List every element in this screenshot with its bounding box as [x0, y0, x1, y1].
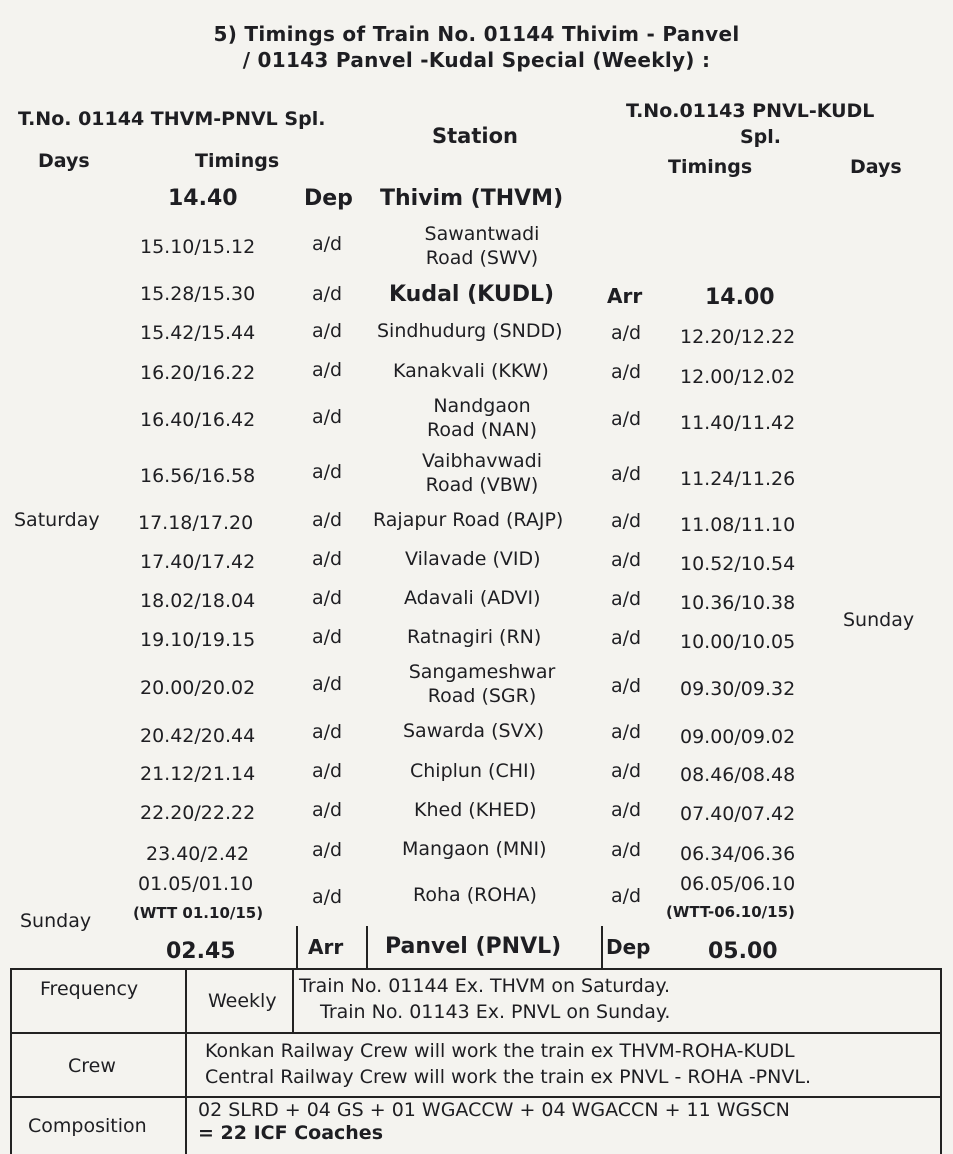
left-time-row-13: 21.12/21.14 [140, 763, 256, 785]
left-time-row-8: 17.40/17.42 [140, 551, 256, 573]
right-time-row-8: 10.52/10.54 [680, 553, 796, 575]
right-time-row-10: 10.00/10.05 [680, 631, 796, 653]
station-row-6-line2: Road (VBW) [425, 474, 539, 496]
right-code-row-16: a/d [611, 885, 642, 907]
station-row-1-line2: Road (SWV) [425, 247, 539, 269]
left-time-row-7: 17.18/17.20 [138, 512, 254, 534]
right-code-row-13: a/d [611, 760, 642, 782]
right-code-row-10: a/d [611, 627, 642, 649]
right-time-row-11: 09.30/09.32 [680, 678, 796, 700]
left-code-row-2: a/d [312, 283, 343, 305]
right-train-header-line2: Spl. [740, 126, 782, 148]
station-row-5 [362, 394, 602, 442]
right-code-row-4: a/d [611, 361, 642, 383]
station-row-9: Adavali (ADVI) [404, 587, 541, 609]
left-code-row-8: a/d [312, 548, 343, 570]
station-row-5-line1: Nandgaon [433, 395, 531, 417]
left-train-header: T.No. 01144 THVM-PNVL Spl. [18, 108, 326, 130]
right-code-row-3: a/d [611, 322, 642, 344]
left-wtt-row-16: (WTT 01.10/15) [133, 904, 264, 922]
left-days-sunday: Sunday [20, 910, 92, 932]
frequency-value: Weekly [208, 990, 277, 1012]
station-row-15: Mangaon (MNI) [402, 838, 547, 860]
left-time-row-1: 15.10/15.12 [140, 236, 256, 258]
crew-line1: Konkan Railway Crew will work the train ex THVM-ROHA-KUDL [205, 1040, 795, 1062]
left-timings-header: Timings [195, 150, 280, 172]
right-time-row-15: 06.34/06.36 [680, 843, 796, 865]
left-time-row-15: 23.40/2.42 [146, 843, 250, 865]
right-time-row-4: 12.00/12.02 [680, 366, 796, 388]
right-time-row-5: 11.40/11.42 [680, 412, 796, 434]
left-time-row-6: 16.56/16.58 [140, 465, 256, 487]
right-code-row-12: a/d [611, 721, 642, 743]
right-time-row-14: 07.40/07.42 [680, 803, 796, 825]
left-code-row-16: a/d [312, 886, 343, 908]
right-time-row-13: 08.46/08.48 [680, 764, 796, 786]
station-row-2: Kudal (KUDL) [389, 282, 555, 307]
right-time-row-3: 12.20/12.22 [680, 326, 796, 348]
station-row-11-line1: Sangameshwar [408, 661, 556, 683]
station-row-5-line2: Road (NAN) [427, 419, 537, 441]
left-time-row-14: 22.20/22.22 [140, 802, 256, 824]
station-row-1-line1: Sawantwadi [424, 223, 540, 245]
right-time-row-9: 10.36/10.38 [680, 592, 796, 614]
right-train-header-line1: T.No.01143 PNVL-KUDL [626, 100, 875, 122]
station-row-6 [362, 449, 602, 497]
left-time-row-17: 02.45 [166, 939, 236, 964]
crew-label: Crew [68, 1055, 116, 1077]
station-row-13: Chiplun (CHI) [410, 760, 537, 782]
left-code-row-0: Dep [304, 186, 353, 211]
document-title-line2: / 01143 Panvel -Kudal Special (Weekly) : [242, 48, 711, 72]
left-code-row-3: a/d [312, 320, 343, 342]
station-row-7: Rajapur Road (RAJP) [373, 509, 564, 531]
right-code-row-14: a/d [611, 799, 642, 821]
station-row-10: Ratnagiri (RN) [407, 626, 542, 648]
left-code-row-15: a/d [312, 839, 343, 861]
left-code-row-13: a/d [312, 760, 343, 782]
composition-line2: = 22 ICF Coaches [198, 1122, 383, 1144]
frequency-line2: Train No. 01143 Ex. PNVL on Sunday. [320, 1001, 671, 1023]
left-time-row-9: 18.02/18.04 [140, 590, 256, 612]
left-time-row-5: 16.40/16.42 [140, 409, 256, 431]
crew-line2: Central Railway Crew will work the train ex PNVL - ROHA -PNVL. [205, 1066, 811, 1088]
right-code-row-5: a/d [611, 408, 642, 430]
right-time-row-16: 06.05/06.10 [680, 873, 796, 895]
frequency-label: Frequency [40, 978, 139, 1000]
right-code-row-17: Dep [606, 935, 651, 959]
left-time-row-11: 20.00/20.02 [140, 677, 256, 699]
left-code-row-12: a/d [312, 721, 343, 743]
left-time-row-12: 20.42/20.44 [140, 725, 256, 747]
left-code-row-7: a/d [312, 509, 343, 531]
station-header: Station [432, 124, 518, 148]
station-row-14: Khed (KHED) [414, 799, 537, 821]
right-days-sunday: Sunday [843, 609, 915, 631]
station-row-3: Sindhudurg (SNDD) [377, 320, 563, 342]
station-row-16: Roha (ROHA) [413, 884, 537, 906]
right-days-header: Days [850, 156, 902, 178]
right-code-row-15: a/d [611, 839, 642, 861]
station-row-11-line2: Road (SGR) [427, 685, 537, 707]
left-code-row-17: Arr [308, 935, 344, 959]
left-time-row-0: 14.40 [168, 186, 238, 211]
left-code-row-5: a/d [312, 406, 343, 428]
right-code-row-8: a/d [611, 549, 642, 571]
left-days-header: Days [38, 150, 90, 172]
right-code-row-6: a/d [611, 463, 642, 485]
left-code-row-14: a/d [312, 799, 343, 821]
left-code-row-10: a/d [312, 626, 343, 648]
station-row-1 [362, 222, 602, 270]
left-code-row-11: a/d [312, 673, 343, 695]
frequency-line1: Train No. 01144 Ex. THVM on Saturday. [299, 975, 671, 997]
station-row-11 [362, 660, 602, 708]
right-code-row-7: a/d [611, 510, 642, 532]
left-time-row-3: 15.42/15.44 [140, 322, 256, 344]
right-time-row-7: 11.08/11.10 [680, 514, 796, 536]
station-row-0: Thivim (THVM) [380, 186, 564, 211]
right-timings-header: Timings [668, 156, 753, 178]
right-time-row-17: 05.00 [708, 939, 778, 964]
station-row-6-line1: Vaibhavwadi [422, 450, 542, 472]
right-code-row-11: a/d [611, 675, 642, 697]
station-row-17: Panvel (PNVL) [385, 934, 562, 959]
station-row-12: Sawarda (SVX) [403, 720, 545, 742]
composition-line1: 02 SLRD + 04 GS + 01 WGACCW + 04 WGACCN + 11 WGSCN [198, 1099, 790, 1121]
right-time-row-6: 11.24/11.26 [680, 468, 796, 490]
composition-label: Composition [28, 1115, 147, 1137]
left-code-row-4: a/d [312, 359, 343, 381]
station-row-8: Vilavade (VID) [405, 548, 541, 570]
left-time-row-10: 19.10/19.15 [140, 629, 256, 651]
left-time-row-2: 15.28/15.30 [140, 283, 256, 305]
right-time-row-12: 09.00/09.02 [680, 726, 796, 748]
right-code-row-9: a/d [611, 588, 642, 610]
right-code-row-2: Arr [607, 284, 643, 308]
station-row-4: Kanakvali (KKW) [393, 360, 549, 382]
left-code-row-6: a/d [312, 461, 343, 483]
left-days-saturday: Saturday [14, 509, 100, 531]
left-code-row-9: a/d [312, 587, 343, 609]
left-code-row-1: a/d [312, 233, 343, 255]
left-time-row-4: 16.20/16.22 [140, 362, 256, 384]
left-time-row-16: 01.05/01.10 [138, 873, 254, 895]
right-wtt-row-16: (WTT-06.10/15) [666, 903, 795, 921]
document-title-line1: 5) Timings of Train No. 01144 Thivim - Panvel [213, 22, 740, 46]
right-time-row-2: 14.00 [705, 285, 775, 310]
